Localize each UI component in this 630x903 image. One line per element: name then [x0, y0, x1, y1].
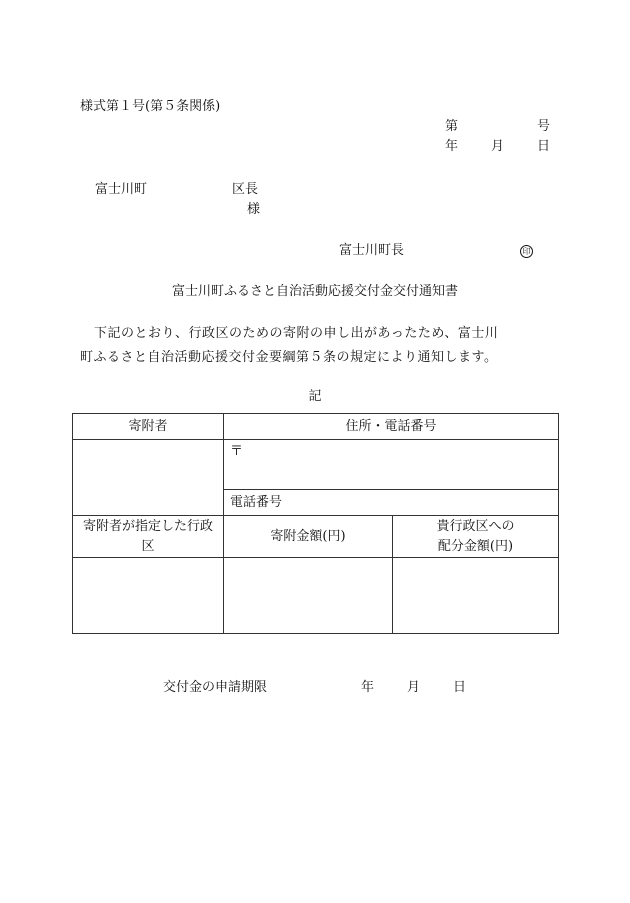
- deadline-label: 交付金の申請期限: [163, 680, 268, 695]
- document-number-suffix: 号: [537, 119, 551, 134]
- document-number-prefix: 第: [445, 119, 459, 134]
- addressee-town: 富士川町: [95, 182, 148, 197]
- ki-label: 記: [308, 389, 322, 404]
- date-day-label: 日: [537, 139, 551, 154]
- date-year-label: 年: [445, 139, 459, 154]
- deadline-year: 年: [361, 680, 375, 695]
- addressee-title: 区長: [232, 182, 259, 197]
- amount-header-row: [73, 516, 559, 558]
- seal-icon: 印: [520, 245, 533, 258]
- body-paragraph: [80, 322, 550, 370]
- form-label: 様式第１号(第５条関係): [80, 99, 221, 114]
- donor-cell[interactable]: [73, 440, 224, 516]
- phone-cell[interactable]: [224, 490, 559, 516]
- allocation-amount-value[interactable]: [393, 558, 559, 634]
- phone-label: 電話番号: [230, 494, 283, 510]
- document-title: 富士川町ふるさと自治活動応援交付金交付通知書: [171, 284, 458, 299]
- date-month-label: 月: [491, 139, 505, 154]
- allocation-header-line-2: 配分金額(円): [437, 538, 514, 554]
- designated-district-value[interactable]: [73, 558, 224, 634]
- amount-values-row: [73, 558, 559, 634]
- deadline-month: 月: [407, 680, 421, 695]
- address-cell[interactable]: [224, 440, 559, 490]
- designated-district-header: 寄附者が指定した行政区: [73, 516, 224, 558]
- donation-table: [72, 413, 559, 634]
- sender-title: 富士川町長: [339, 243, 405, 258]
- table-header-row: [73, 414, 559, 440]
- deadline-day: 日: [453, 680, 467, 695]
- body-line-1: 下記のとおり、行政区のための寄附の申し出があったため、富士川: [94, 326, 499, 341]
- address-phone-header: 住所・電話番号: [224, 414, 559, 440]
- donation-amount-value[interactable]: [224, 558, 393, 634]
- donation-amount-header: 寄附金額(円): [224, 516, 393, 558]
- donor-header: 寄附者: [73, 414, 224, 440]
- addressee-honorific: 様: [247, 202, 261, 217]
- allocation-header-line-1: 貴行政区への: [436, 518, 515, 534]
- address-row: [73, 440, 559, 490]
- seal-mark: [520, 243, 533, 259]
- postal-mark: 〒: [230, 444, 244, 459]
- allocation-amount-header: [393, 516, 559, 558]
- body-line-2: 町ふるさと自治活動応援交付金要綱第５条の規定により通知します。: [80, 350, 498, 365]
